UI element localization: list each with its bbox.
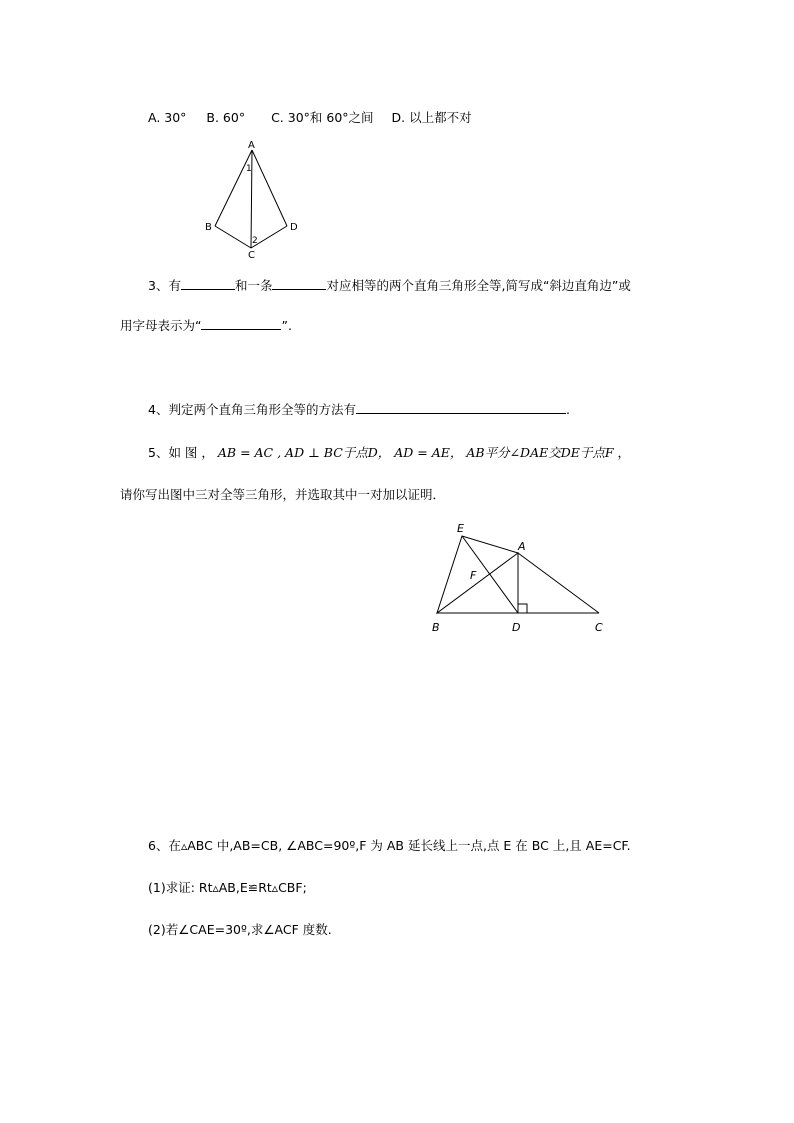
question-6-part1: (1)求证: Rt▵AB,E≌Rt▵CBF; xyxy=(148,880,307,895)
figure-triangle xyxy=(425,518,615,643)
label-B: B xyxy=(205,222,212,233)
q4-blank[interactable] xyxy=(356,401,566,414)
label-F: F xyxy=(470,569,477,582)
question-5-line2: 请你写出图中三对全等三角形，并选取其中一对加以证明． xyxy=(120,487,446,502)
option-c: C. 30°和 60°之间 xyxy=(271,110,374,125)
q3-text-4: 用字母表示为“ xyxy=(120,318,202,333)
angle-2-label: 2 xyxy=(252,236,258,246)
option-b: B. 60° xyxy=(206,110,246,125)
option-a: A. 30° xyxy=(148,110,187,125)
question-5-line1 xyxy=(148,443,630,461)
angle-1-label: 1 xyxy=(246,164,252,174)
q3-text-2: 和一条 xyxy=(234,278,273,293)
q3-text-1: 3、有 xyxy=(148,278,181,293)
label-C: C xyxy=(248,250,255,261)
q3-text-3: 对应相等的两个直角三角形全等,简写成“斜边直角边”或 xyxy=(326,278,631,293)
question-6-part2: (2)若∠CAE=30º,求∠ACF 度数. xyxy=(148,922,332,937)
question-3-line1 xyxy=(148,276,631,294)
q3-text-5: ”. xyxy=(281,318,292,333)
label-D: D xyxy=(290,222,298,233)
option-d: D. 以上都不对 xyxy=(391,110,472,125)
q5-text-1: 5、如 图 ， xyxy=(148,445,214,460)
q3-blank-2[interactable] xyxy=(272,277,326,290)
question-3-line2 xyxy=(120,316,292,334)
q2-options xyxy=(148,108,472,126)
label-A: A xyxy=(248,140,255,151)
q5-text-2: ， xyxy=(617,445,631,460)
q4-text-1: 4、判定两个直角三角形全等的方法有 xyxy=(148,402,356,417)
q3-blank-1[interactable] xyxy=(181,277,235,290)
question-4 xyxy=(148,400,570,418)
question-6-line1: 6、在▵ABC 中,AB=CB, ∠ABC=90º,F 为 AB 延长线上一点,点 E 在 BC 上,且 AE=CF. xyxy=(148,838,631,853)
label-C: C xyxy=(595,621,603,634)
label-A: A xyxy=(518,540,526,553)
label-E: E xyxy=(457,522,464,535)
q5-math: AB = AC , AD ⊥ BC于点D， AD = AE， AB平分∠DAE交DE于点F xyxy=(217,445,614,460)
q4-text-2: . xyxy=(565,402,570,417)
label-D: D xyxy=(512,621,521,634)
q3-blank-3[interactable] xyxy=(201,317,281,330)
label-B: B xyxy=(432,621,440,634)
figure-kite xyxy=(195,135,315,265)
